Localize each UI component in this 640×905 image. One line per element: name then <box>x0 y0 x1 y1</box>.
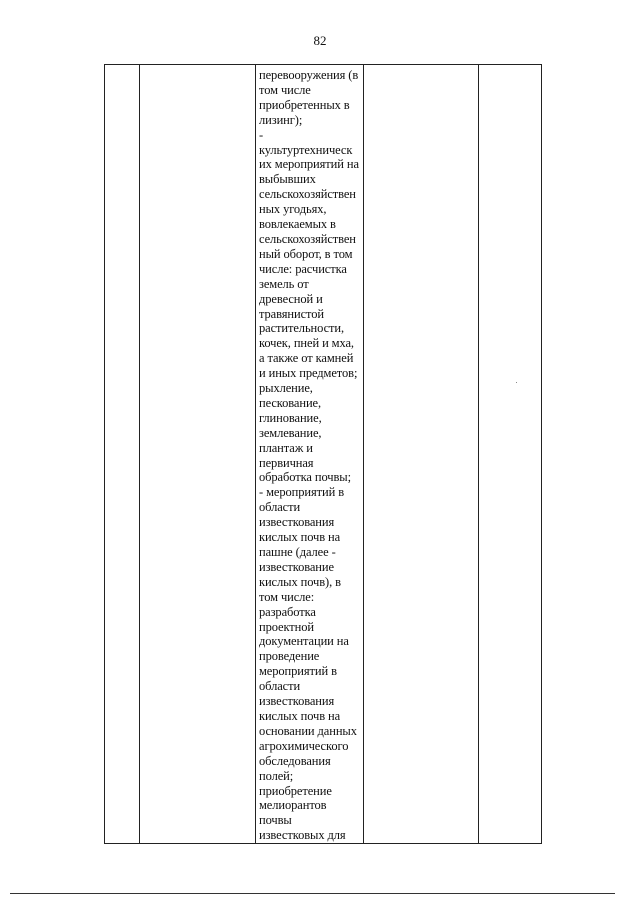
table-cell-col5 <box>479 65 542 844</box>
page-number: 82 <box>313 33 327 48</box>
cell-text-col3: перевооружения (в том числе приобретенных в лизинг); - культуртехническ их мероприятий на выбывших сельскохозяйствен ных угодьях, вовлекаемых в сельскохозяйствен ный оборот, в том числе: расчистка земель от древесной и травянистой растительности, кочек, пней и мха, а также от камней и иных предметов; рыхление, пескование, глинование, землевание, плантаж и первичная обработка почвы; - мероприятий в области известкования кислых почв на пашне (далее - известкование кислых почв), в том числе: разработка проектной документации на проведение мероприятий в области известкования кислых почв на основании данных агрохимического обследования полей; приобретение мелиорантов почвы известковых для <box>259 68 359 843</box>
table-cell-col2 <box>140 65 256 844</box>
table-cell-col3 <box>256 65 364 844</box>
scan-speck <box>516 382 517 383</box>
cell-text-col5 <box>479 65 541 68</box>
document-table <box>104 64 542 844</box>
table-row <box>105 65 542 844</box>
table-cell-col4 <box>364 65 479 844</box>
cell-text-col1 <box>105 65 139 68</box>
table-cell-col1 <box>105 65 140 844</box>
footer-rule <box>10 893 615 894</box>
cell-text-col2 <box>140 65 255 68</box>
cell-text-col4 <box>364 65 478 68</box>
